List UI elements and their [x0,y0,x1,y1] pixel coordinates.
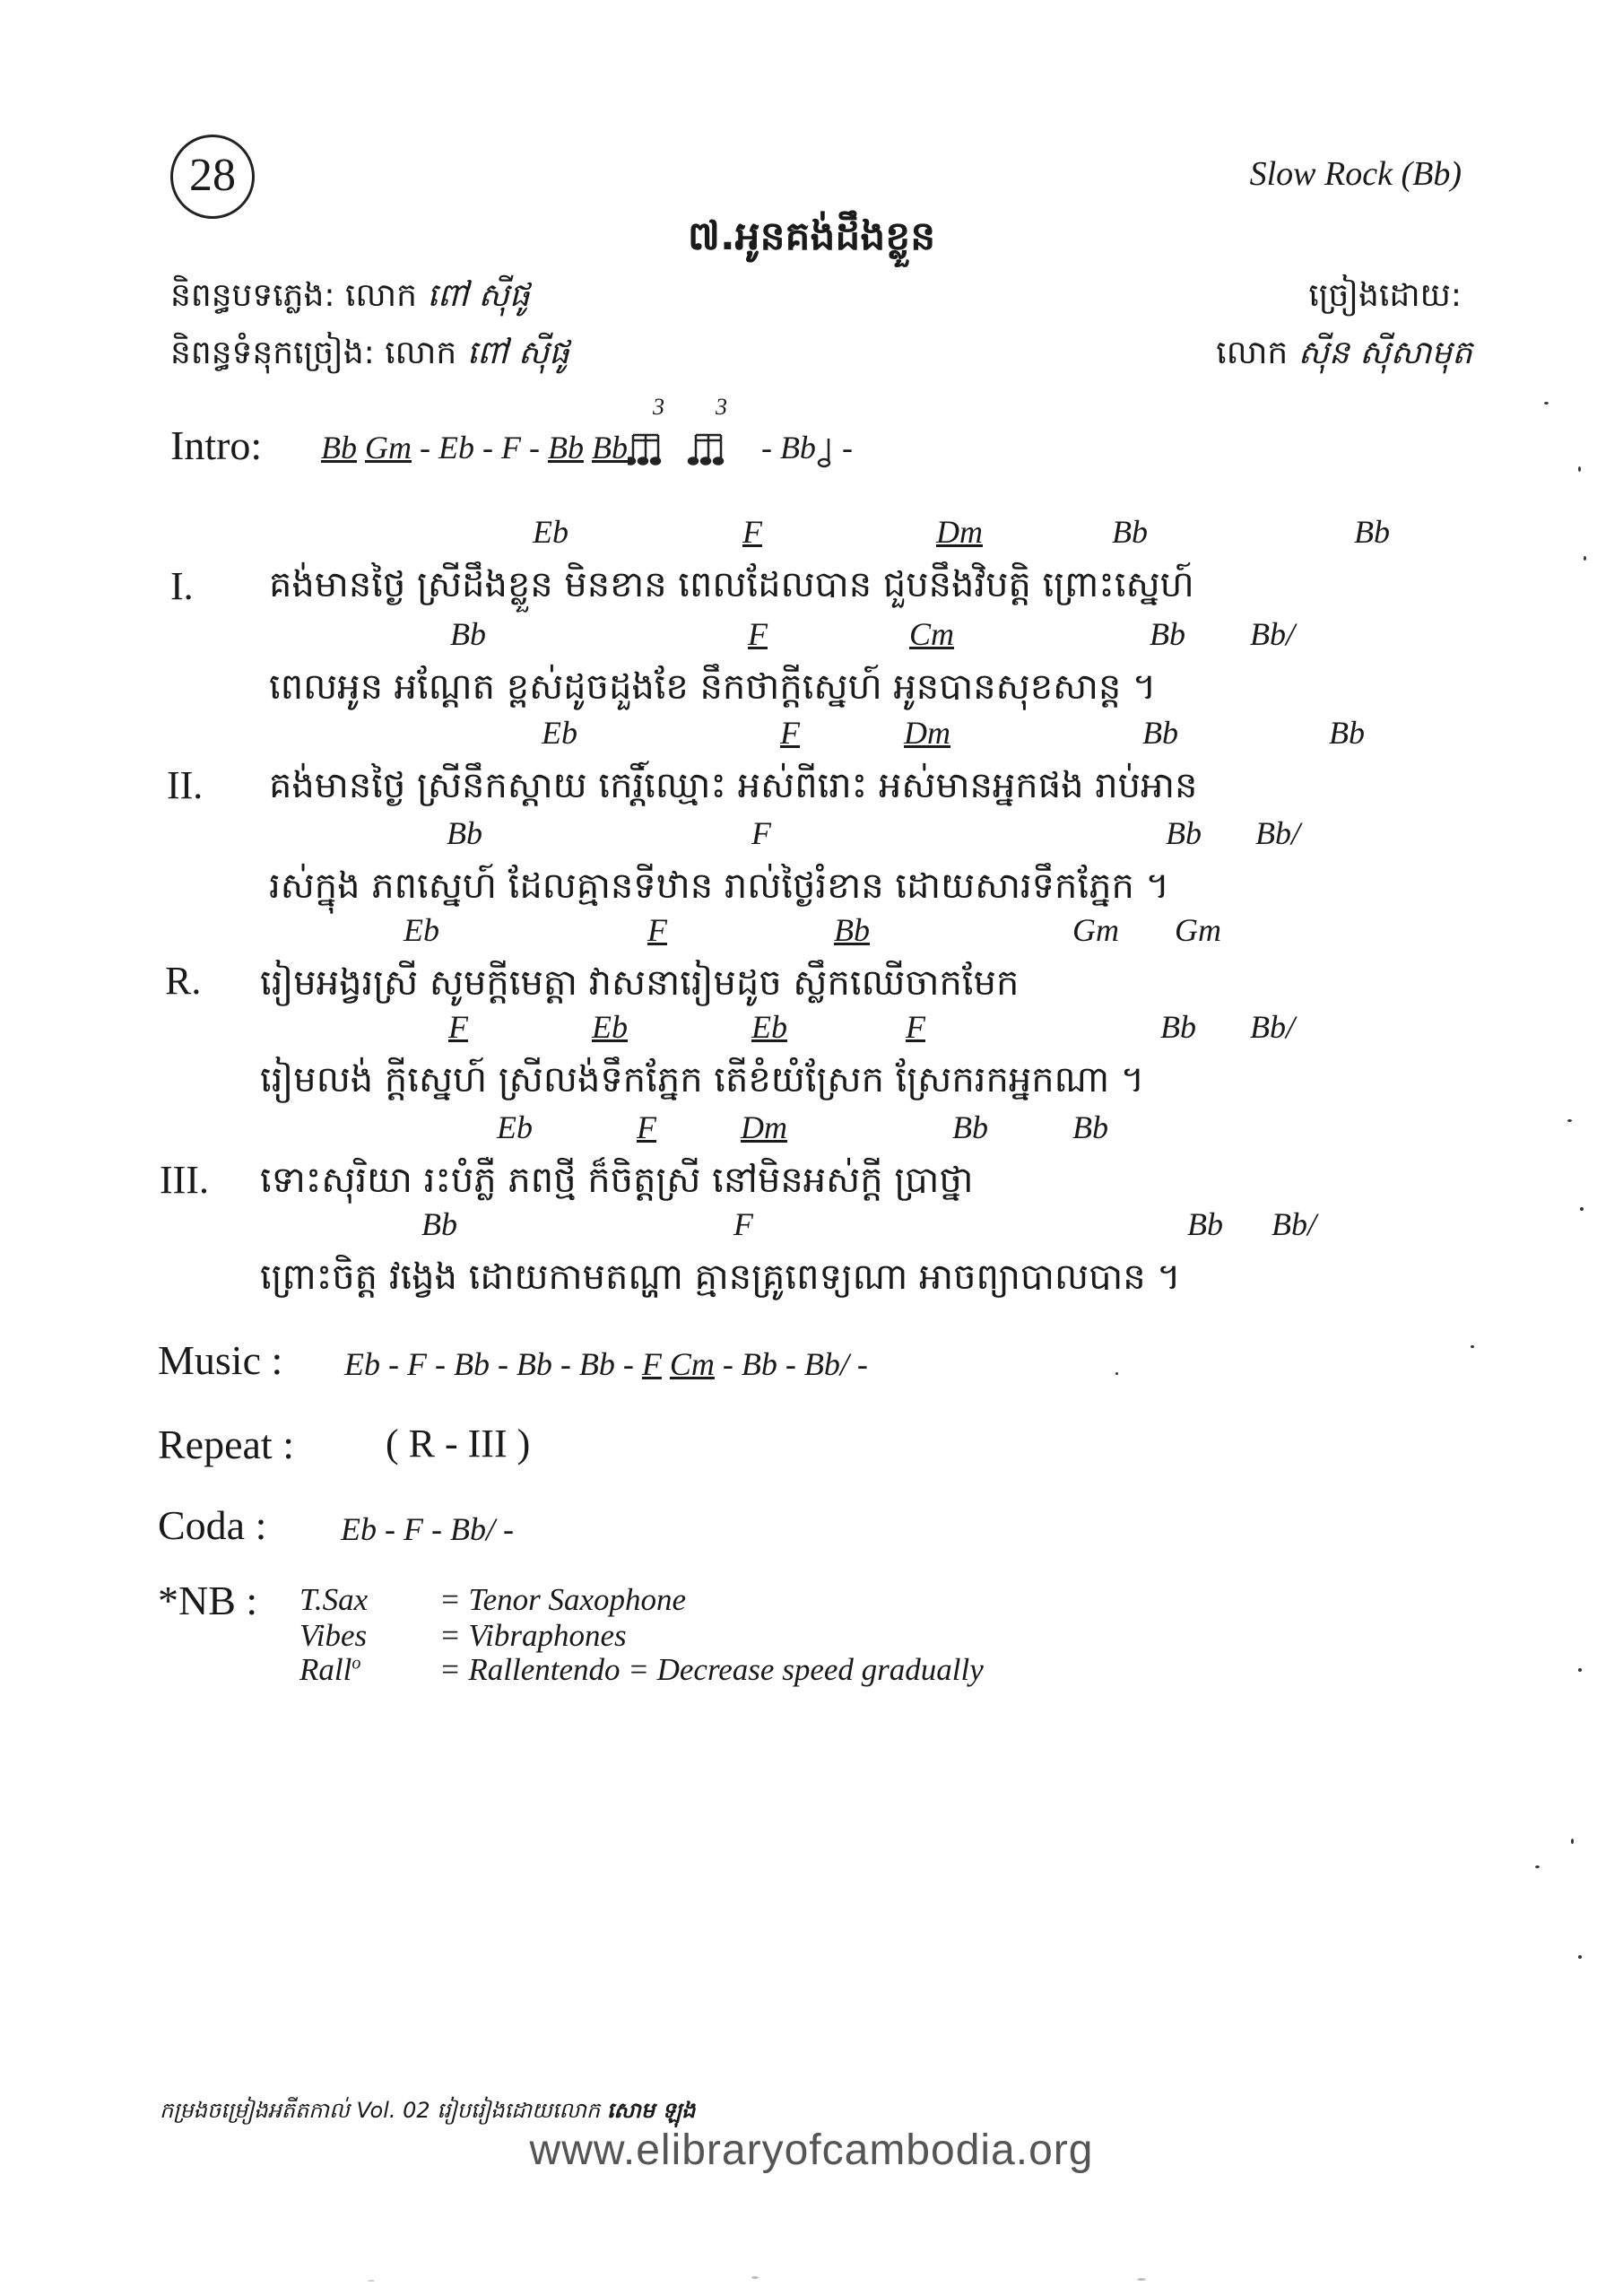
chord: Gm [1072,912,1119,948]
scan-speck [368,2280,375,2282]
chord: Bb/ [1255,815,1300,851]
note-meaning: = Tenor Saxophone [439,1582,687,1617]
verse-label: R. [165,959,202,1003]
note-meaning: = Rallentendo = Decrease speed gradually [439,1652,984,1687]
chord: F [733,1206,753,1242]
chord: Bb [450,616,486,652]
lyric-line: ទោះសុរិយា រះបំភ្លឺ ភពថ្មី ក៏ចិត្តស្រី នៅមិនអស់ក្តី ប្រាថ្នា [260,1160,974,1201]
website-watermark: www.elibraryofcambodia.org [529,2126,1094,2174]
triplet-count: 3 [715,393,727,420]
chord: Dm [741,1109,787,1145]
lyric-line: ព្រោះចិត្ត វង្វេង ដោយកាមតណ្ហា គ្មានគ្រូពេទ្យណា អាចព្យាបាលបាន ។ [260,1257,1181,1298]
note-abbr: Rall$^o$ [299,1652,361,1687]
note-abbr: Vibes [299,1618,368,1653]
song-title: ៧.អូនគង់ដឹងខ្លួន [687,213,936,259]
lyric-line: គង់មានថ្ងៃ ស្រីនឹកស្តាយ កេរ្តិ៍ឈ្មោះ អស់ពីរោះ អស់មានអ្នកផង រាប់អាន [269,765,1198,806]
singer-name: ស៊ីន ស៊ីសាមុត [1298,335,1472,371]
footer-author: សោម ឡុង [606,2098,696,2123]
chord: Cm [669,1346,715,1382]
chord: Dm [936,514,983,550]
singer-label: ច្រៀងដោយ: [1308,277,1462,314]
chord: F [780,715,800,751]
chord: Bb [1112,514,1148,550]
singer-prefix: លោក [1216,335,1289,371]
chord: Cm [909,616,955,652]
scan-speck [1580,1207,1584,1211]
lyric-line: ពេលអូន អណ្តែត ខ្ពស់ដូចដួងខែ នឹកថាក្តីស្នេហ៍ អូនបានសុខសាន្ត ។ [269,666,1157,708]
intro-chord: Bb [321,430,357,465]
half-note-icon [816,435,834,467]
chord: Bb [1166,815,1202,851]
scan-speck [1571,1839,1574,1844]
chord: Bb/ [1271,1206,1316,1242]
chord: Bb [834,912,870,948]
chord: Bb [1142,715,1178,751]
chord: F [748,616,768,652]
chord: Bb/ [1250,616,1295,652]
chord: Eb [497,1109,533,1145]
scan-speck [1535,1866,1540,1868]
intro-label: Intro: [170,422,263,468]
chord: F [641,1346,662,1382]
singer-credit [1216,332,1472,379]
footer-book: កម្រងចម្រៀងអតីតកាល់ Vol. 02 រៀបរៀងដោយលោក [160,2098,601,2123]
coda-label: Coda : [158,1502,267,1548]
chord: Eb [592,1009,628,1045]
lyric-line: រៀមអង្វរស្រី សូមក្តីមេត្តា វាសនារៀមដូច ស្លឹកឈើចាកមែក [260,962,1020,1004]
page-number: 28 [170,135,255,219]
chord: Eb [542,715,577,751]
music-composer-name: ពៅ ស៊ីផូ [427,277,530,314]
chord: F [906,1009,925,1045]
chord: F [751,815,771,851]
chord: Eb [533,514,568,550]
song-style: Slow Rock (Bb) [1249,155,1462,193]
chord: F [637,1109,656,1145]
triplet-notes-icon [628,393,753,469]
chord: Gm [1175,912,1221,948]
scan-speck [1544,402,1549,404]
chord: Bb [1160,1009,1196,1045]
note-meaning: = Vibraphones [439,1618,627,1653]
lyrics-composer-credit [170,332,569,379]
scan-speck [1115,1372,1118,1375]
scan-speck [1137,2278,1146,2281]
repeat-label: Repeat : [158,1422,294,1467]
scan-speck [1567,1119,1572,1122]
intro-progression: - Bb [760,430,816,465]
footer-book-credit [160,2097,695,2128]
lyrics-composer-name: ពៅ ស៊ីផូ [466,335,569,371]
lyrics-composer-label: និពន្ធទំនុកច្រៀង: លោក [170,335,457,371]
scan-speck [1471,1345,1474,1348]
music-composer-label: និពន្ធបទភ្លេង: លោក [170,277,417,314]
intro-progression: - Eb - F - [420,430,540,465]
lyric-line: រៀមលង់ ក្តីស្នេហ៍ ស្រីលង់ទឹកភ្នែក តើខំយំស្រែក ស្រែករកអ្នកណា ។ [260,1059,1145,1100]
music-composer-credit [170,274,530,322]
intro-chord: Bb [547,430,584,465]
scan-speck [1584,556,1586,561]
chord: Bb [952,1109,988,1145]
chord: F [742,514,762,550]
intro-chord: Gm [365,430,412,465]
repeat-value: ( R - III ) [386,1422,531,1465]
chord: Bb [1187,1206,1223,1242]
chord: Eb [751,1009,787,1045]
verse-label: III. [160,1158,209,1202]
scan-speck [1578,1955,1582,1959]
chord: Bb/ [1250,1009,1295,1045]
lyric-line: គង់មានថ្ងៃ ស្រីដឹងខ្លួន មិនខាន ពេលដែលបាន ជួបនឹងវិបត្តិ ព្រោះស្នេហ៍ [269,564,1194,605]
chord: Bb [421,1206,457,1242]
intro-end: - [841,430,853,465]
scan-speck [751,2276,759,2279]
intro-chord: Bb [591,430,628,465]
lyric-line: រស់ក្នុង ភពស្នេហ៍ ដែលគ្មានទីឋាន រាល់ថ្ងៃរំខាន ដោយសារទឹកភ្នែក ។ [269,865,1170,907]
scan-speck [1578,1668,1582,1672]
triplet-count: 3 [652,393,664,420]
chord: Eb [404,912,439,948]
chord: Dm [904,715,950,751]
verse-label: II. [167,763,204,807]
chord: F [448,1009,468,1045]
chord: Bb [447,815,482,851]
music-sequence [344,1345,868,1383]
chord: Bb [1150,616,1185,652]
coda-sequence: Eb - F - Bb/ - [341,1511,514,1547]
music-label: Music : [158,1337,283,1383]
music-progression: - Bb - Bb/ - [722,1346,868,1382]
intro-sequence [321,393,853,469]
notes-label: *NB : [158,1578,258,1623]
chord: Bb [1329,715,1365,751]
scan-speck [1578,466,1581,472]
verse-label: I. [170,564,194,608]
note-abbr: T.Sax [299,1582,369,1617]
chord: F [647,912,667,948]
music-progression: Eb - F - Bb - Bb - Bb - [344,1346,634,1382]
chord: Bb [1072,1109,1108,1145]
chord: Bb [1354,514,1390,550]
